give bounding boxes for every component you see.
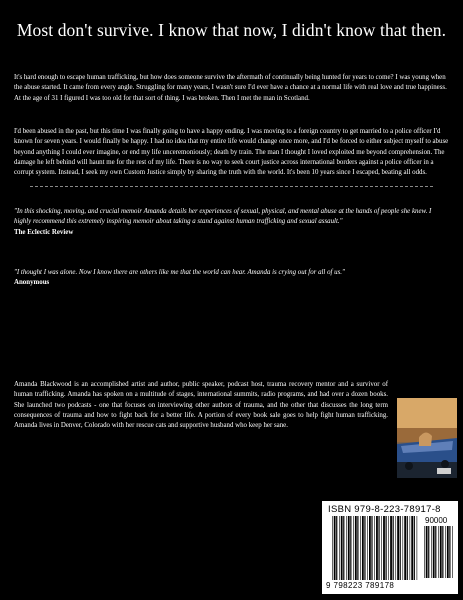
isbn-barcode: [322, 501, 458, 594]
section-divider: [30, 186, 433, 187]
review-quote: "I thought I was alone. Now I know there are others like me that the world can hear. Amanda is crying out for all of us.": [14, 269, 345, 276]
synopsis-paragraph-1: It's hard enough to escape human trafficking, but how does someone survive the aftermath of continually being hunted for years to come? I was young when the abuse started. It came from every angle. Struggling for many years, I wasn't sure I'd ever have a chance at a normal life with real love and true happiness. At the age of 31 I figured I was too old for that sort of thing. I was broken. Then I met the man in Scotland.: [14, 74, 447, 102]
author-photo-image: [397, 398, 457, 478]
headline: Most don't survive. I know that now, I didn't know that then.: [16, 20, 447, 40]
author-bio: Amanda Blackwood is an accomplished artist and author, public speaker, podcast host, trauma recovery mentor and a survivor of human trafficking. Amanda has spoken on a multitude of stages, international summits, radio programs, and had over a dozen books. She launched two podcasts - one that focuses on interviewing other authors of trauma, and the other that discusses the long term consequences of trauma and how to fight back for a better life. A portion of every book sale goes to help fight human trafficking. Amanda lives in Denver, Colorado with her rescue cats and supportive husband who keep her sane.: [14, 381, 388, 430]
review-1: [14, 207, 450, 238]
author-photo: [397, 398, 457, 478]
review-source: The Eclectic Review: [14, 228, 74, 236]
review-quote: "In this shocking, moving, and crucial memoir Amanda details her experiences of sexual, physical, and mental abuse at the hands of people she knew. I highly recommend this extremely inspiring memoir about taking a stand against human trafficking and sexual assault.": [14, 208, 432, 226]
barcode-bars: [332, 516, 418, 580]
isbn-label: ISBN 979-8-223-78917-8: [328, 504, 441, 515]
isbn-digits: 9 798223 789178: [326, 581, 395, 590]
review-source: Anonymous: [14, 279, 50, 287]
review-2: [14, 268, 450, 289]
synopsis-paragraph-2: I'd been abused in the past, but this time I was finally going to have a happy ending. I was moving to a foreign country to get married to a police officer I'd known for seven years. I would finally be happy. I had no idea that my entire life would change once more, and I'd be forced to either subject myself to abuse beyond anything I could ever imagine, or end my life unceremoniously; death by train. The man I thought I loved exploited me beyond comprehension. The damage he left behind will haunt me for the rest of my life. There is no way to seek court justice across international borders against a police officer in a corrupt system. Instead, I seek my own Custom Justice simply by sharing the truth with the world. It's been 10 years since I escaped, beating all odds.: [14, 128, 449, 177]
price-code: 90000: [425, 516, 448, 525]
barcode-addon-bars: [424, 526, 453, 578]
